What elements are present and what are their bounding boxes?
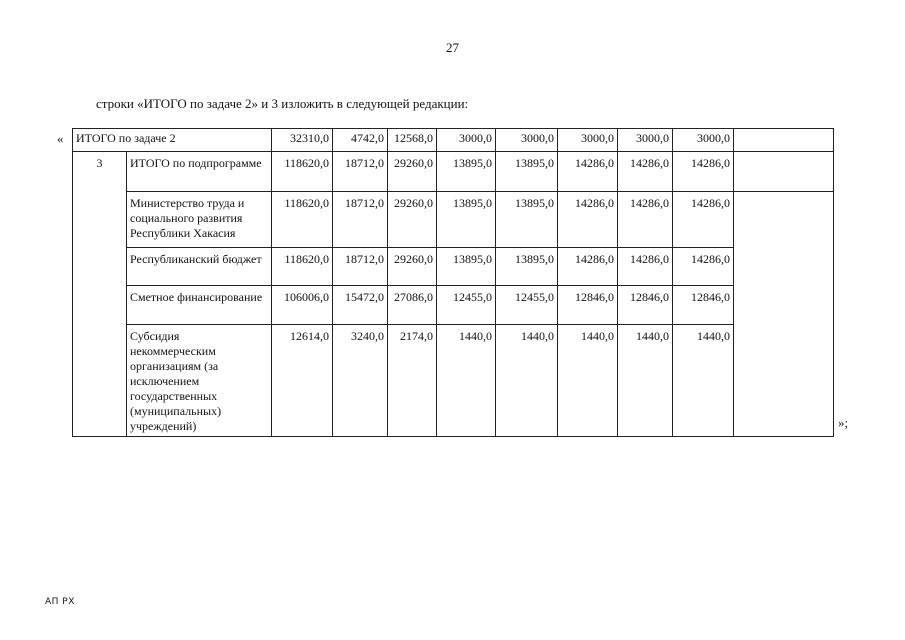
table-cell: 118620,0 bbox=[272, 192, 333, 248]
table-cell: 14286,0 bbox=[558, 192, 618, 248]
table-cell: 13895,0 bbox=[496, 152, 558, 192]
table-cell: 14286,0 bbox=[673, 152, 734, 192]
table-cell: 32310,0 bbox=[272, 129, 333, 152]
table-cell: 12614,0 bbox=[272, 325, 333, 437]
table-cell: 14286,0 bbox=[618, 192, 673, 248]
table-cell-empty bbox=[734, 129, 834, 152]
table-row-total-task-2 bbox=[73, 129, 834, 152]
table-cell: 18712,0 bbox=[333, 248, 388, 286]
table-cell: 3000,0 bbox=[437, 129, 496, 152]
table-cell: 1440,0 bbox=[437, 325, 496, 437]
table-cell: 2174,0 bbox=[388, 325, 437, 437]
total-task-label: ИТОГО по задаче 2 bbox=[73, 129, 272, 152]
section-index: 3 bbox=[73, 152, 127, 437]
table-cell: 4742,0 bbox=[333, 129, 388, 152]
table-cell-empty bbox=[734, 192, 834, 437]
table-cell: 3000,0 bbox=[558, 129, 618, 152]
table-cell: 12455,0 bbox=[496, 286, 558, 325]
table-row bbox=[73, 286, 834, 325]
table-cell: 18712,0 bbox=[333, 152, 388, 192]
table-cell: 12455,0 bbox=[437, 286, 496, 325]
close-quote: »; bbox=[838, 415, 849, 430]
table-cell: 1440,0 bbox=[496, 325, 558, 437]
row-label: Министерство труда и социального развития Республики Хакасия bbox=[127, 192, 272, 248]
table-cell: 118620,0 bbox=[272, 248, 333, 286]
table-cell: 12846,0 bbox=[673, 286, 734, 325]
table-cell: 3000,0 bbox=[618, 129, 673, 152]
table-cell: 14286,0 bbox=[673, 192, 734, 248]
budget-table bbox=[72, 128, 834, 437]
table-row bbox=[73, 192, 834, 248]
table-cell: 13895,0 bbox=[496, 192, 558, 248]
page-number: 27 bbox=[446, 40, 459, 55]
table-cell: 14286,0 bbox=[618, 248, 673, 286]
row-label: Субсидия некоммерческим организациям (за исключением государственных (муниципальных) учреждений) bbox=[127, 325, 272, 437]
table-cell: 29260,0 bbox=[388, 192, 437, 248]
table-row bbox=[73, 152, 834, 192]
table-cell: 14286,0 bbox=[673, 248, 734, 286]
table-cell: 1440,0 bbox=[618, 325, 673, 437]
row-label: Сметное финансирование bbox=[127, 286, 272, 325]
table-row bbox=[73, 325, 834, 437]
table-cell: 15472,0 bbox=[333, 286, 388, 325]
table-cell: 12846,0 bbox=[618, 286, 673, 325]
row-label: Республиканский бюджет bbox=[127, 248, 272, 286]
table-cell: 106006,0 bbox=[272, 286, 333, 325]
table-cell: 12568,0 bbox=[388, 129, 437, 152]
footer-mark: АП РХ bbox=[45, 597, 75, 607]
table-cell: 13895,0 bbox=[437, 152, 496, 192]
table-cell: 118620,0 bbox=[272, 152, 333, 192]
table-cell: 3000,0 bbox=[673, 129, 734, 152]
table-cell: 29260,0 bbox=[388, 152, 437, 192]
table-cell: 14286,0 bbox=[558, 152, 618, 192]
table-cell: 18712,0 bbox=[333, 192, 388, 248]
table-cell: 1440,0 bbox=[673, 325, 734, 437]
table-cell: 3000,0 bbox=[496, 129, 558, 152]
intro-text: строки «ИТОГО по задаче 2» и 3 изложить в следующей редакции: bbox=[96, 96, 469, 111]
table-cell: 13895,0 bbox=[496, 248, 558, 286]
table-cell: 13895,0 bbox=[437, 248, 496, 286]
table-cell: 13895,0 bbox=[437, 192, 496, 248]
table-cell: 14286,0 bbox=[558, 248, 618, 286]
table-cell: 1440,0 bbox=[558, 325, 618, 437]
open-quote: « bbox=[57, 131, 64, 146]
table-cell: 3240,0 bbox=[333, 325, 388, 437]
table-cell: 29260,0 bbox=[388, 248, 437, 286]
table-cell: 14286,0 bbox=[618, 152, 673, 192]
table-cell-empty bbox=[734, 152, 834, 192]
table-row bbox=[73, 248, 834, 286]
table-cell: 12846,0 bbox=[558, 286, 618, 325]
row-label: ИТОГО по подпрограмме bbox=[127, 152, 272, 192]
table-cell: 27086,0 bbox=[388, 286, 437, 325]
